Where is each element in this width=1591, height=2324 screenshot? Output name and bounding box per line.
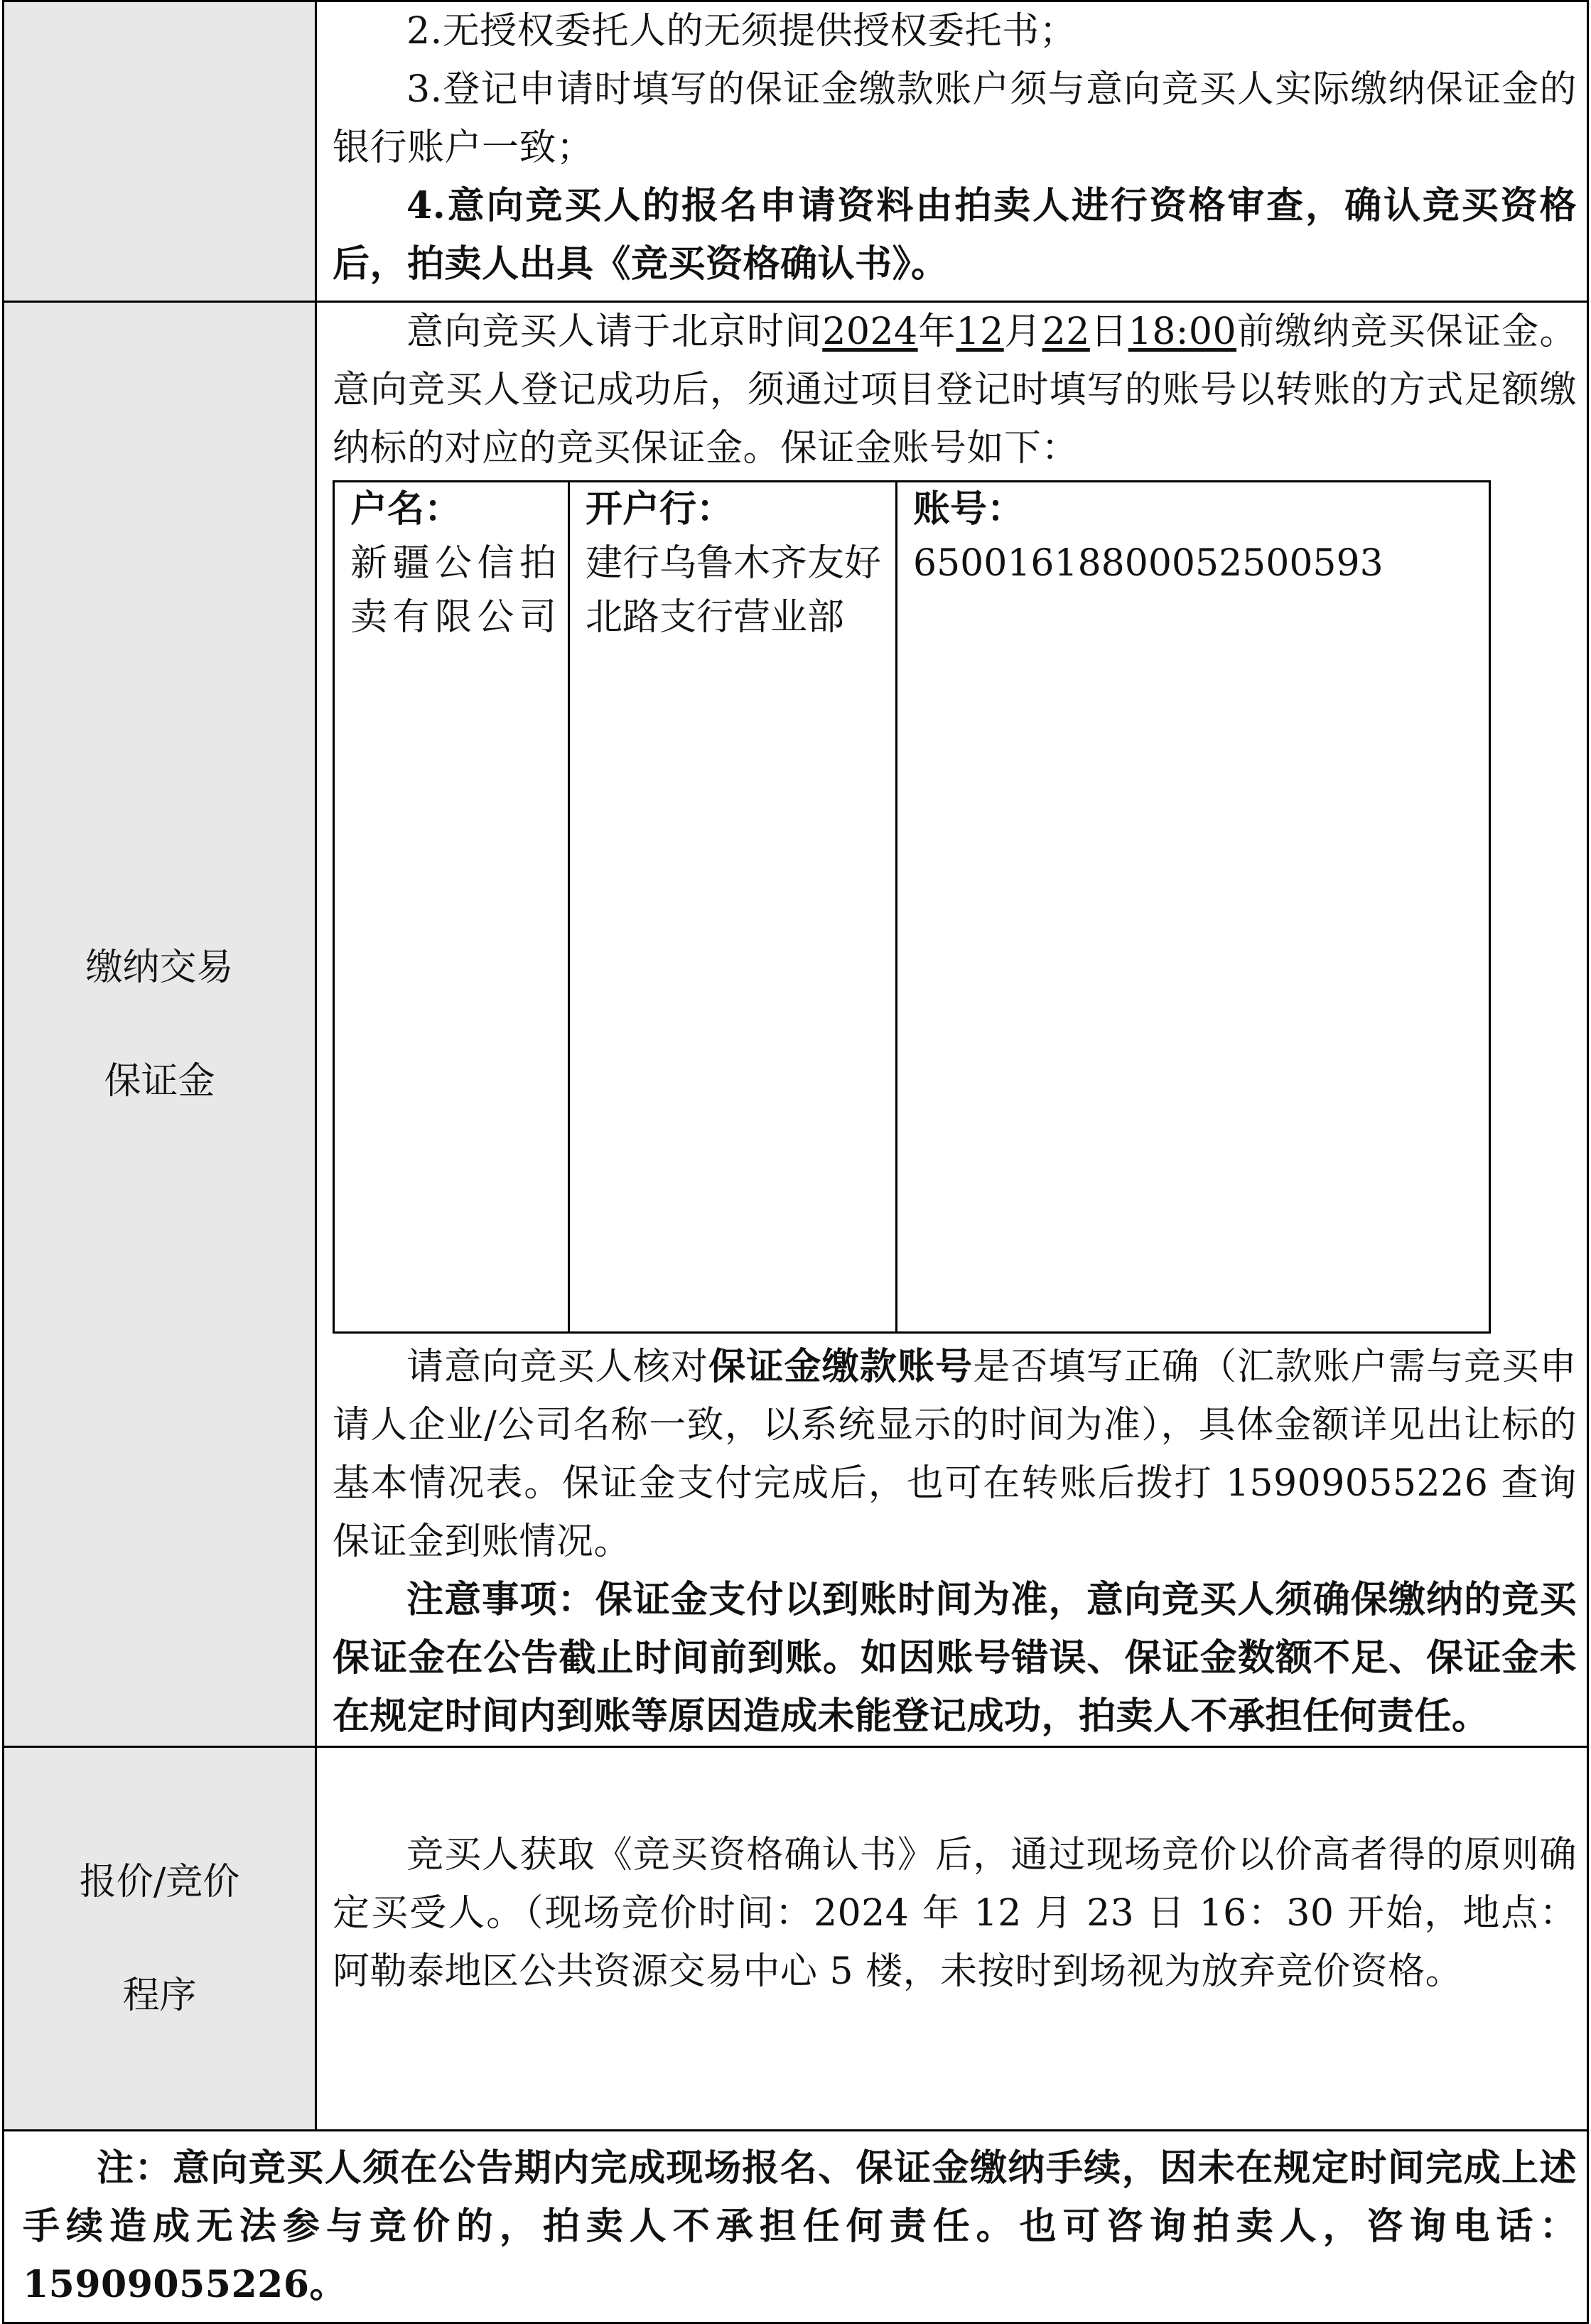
account-bank-value: 建行乌鲁木齐友好北路支行营业部 [586, 542, 882, 639]
bidding-content-cell [316, 1747, 1588, 2131]
bidding-top-space [333, 1748, 1577, 1826]
bidding-label-line2: 程序 [122, 1974, 197, 2017]
account-bank-cell [569, 482, 897, 1333]
account-number-cell [897, 482, 1490, 1333]
footer-note-cell [4, 2131, 1588, 2323]
deposit-content-cell [316, 302, 1588, 1747]
bidding-label-cell [4, 1747, 316, 2131]
deposit-intro-prefix: 意向竞买人请于北京时间 [406, 310, 823, 353]
deposit-label-cell [4, 302, 316, 1747]
deadline-year-unit: 年 [917, 310, 956, 353]
qualification-row [4, 1, 1588, 302]
deadline-year: 2024 [822, 310, 918, 353]
deposit-row [4, 302, 1588, 1747]
deposit-check-bold: 保证金缴款账号 [708, 1345, 974, 1388]
qualification-item-3: 3.登记申请时填写的保证金缴款账户须与意向竞买人实际缴纳保证金的银行账户一致； [333, 68, 1577, 169]
account-number-header: 账号： [913, 487, 1025, 531]
bidding-text: 竞买人获取《竞买资格确认书》后，通过现场竞价以价高者得的原则确定买受人。（现场竞价时间：2024 年 12 月 23 日 16：30 开始，地点：阿勒泰地区公共资源交易中心 5 楼，未按时到场视为放弃竞价资格。 [333, 1834, 1577, 1993]
deadline-day-unit: 日 [1089, 310, 1128, 353]
deposit-label-line1: 缴纳交易 [85, 946, 234, 989]
deposit-account-row [334, 482, 1490, 1333]
bidding-row [4, 1747, 1588, 2131]
bidding-label-line1: 报价/竞价 [79, 1860, 240, 1903]
qualification-item-4: 4.意向竞买人的报名申请资料由拍卖人进行资格审查，确认竞买资格后，拍卖人出具《竞买资格确认书》。 [333, 184, 1577, 286]
qualification-content-cell [316, 1, 1588, 302]
account-name-value: 新疆公信拍卖有限公司 [350, 542, 556, 639]
account-name-header: 户名： [350, 487, 462, 531]
deadline-month: 12 [956, 310, 1004, 353]
account-name-cell [334, 482, 569, 1333]
deadline-time: 18:00 [1128, 310, 1237, 353]
deposit-intro-suffix: 前缴纳竞买保证金。意向竞买人登记成功后，须通过项目登记时填写的账号以转账的方式足额缴纳标的对应的竞买保证金。保证金账号如下： [333, 310, 1577, 470]
deposit-check-prefix: 请意向竞买人核对 [406, 1346, 709, 1388]
deposit-check-suffix: 是否填写正确（汇款账户需与竞买申请人企业/公司名称一致，以系统显示的时间为准），具体金额详见出让标的基本情况表。保证金支付完成后，也可在转账后拨打 15909055226 查询保证金到账情况。 [333, 1346, 1577, 1563]
qualification-item-2: 2.无授权委托人的无须提供授权委托书； [406, 10, 1077, 53]
deposit-intro [333, 303, 1577, 477]
deposit-label-line2: 保证金 [104, 1059, 215, 1103]
footer-note: 注：意向竞买人须在公告期内完成现场报名、保证金缴纳手续，因未在规定时间完成上述手续造成无法参与竞价的，拍卖人不承担任何责任。也可咨询拍卖人，咨询电话：15909055226。 [23, 2146, 1577, 2306]
footer-note-row [4, 2131, 1588, 2323]
account-number-value: 65001618800052500593 [913, 542, 1384, 585]
deadline-day: 22 [1042, 310, 1090, 353]
auction-info-table [2, 0, 1589, 2324]
account-bank-header: 开户行： [586, 487, 734, 531]
qualification-label-cell [4, 1, 316, 302]
deposit-check-paragraph [333, 1338, 1577, 1571]
deadline-month-unit: 月 [1003, 310, 1042, 353]
deposit-account-table [333, 480, 1491, 1334]
deposit-notice: 注意事项：保证金支付以到账时间为准，意向竞买人须确保缴纳的竞买保证金在公告截止时间前到账。如因账号错误、保证金数额不足、保证金未在规定时间内到账等原因造成未能登记成功，拍卖人不承担任何责任。 [333, 1578, 1577, 1738]
